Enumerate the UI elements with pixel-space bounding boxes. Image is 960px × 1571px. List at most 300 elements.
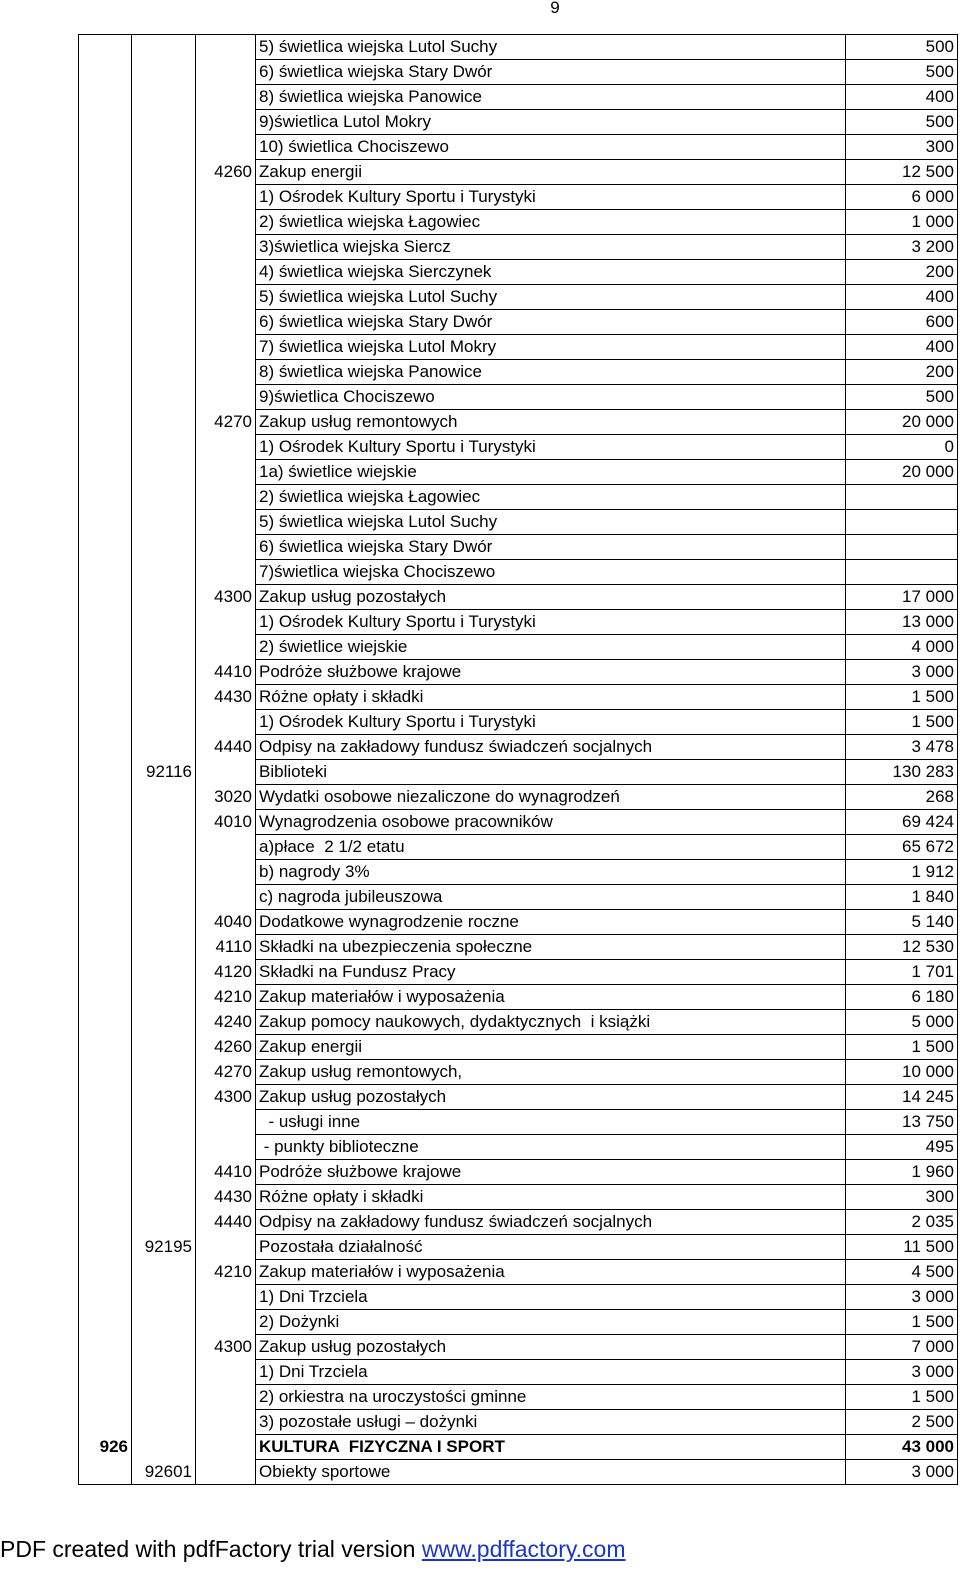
table-row xyxy=(79,1385,958,1410)
amount-cell: 300 xyxy=(846,135,958,160)
rozdzial-cell xyxy=(132,435,196,460)
amount-cell: 1 000 xyxy=(846,210,958,235)
rozdzial-cell xyxy=(132,360,196,385)
dzial-cell xyxy=(79,285,132,310)
rozdzial-cell xyxy=(132,1135,196,1160)
amount-cell: 3 000 xyxy=(846,1360,958,1385)
amount-cell: 17 000 xyxy=(846,585,958,610)
paragraf-cell xyxy=(196,260,256,285)
table-row xyxy=(79,410,958,435)
description-cell: 1) Ośrodek Kultury Sportu i Turystyki xyxy=(256,710,846,735)
dzial-cell xyxy=(79,535,132,560)
rozdzial-cell xyxy=(132,1310,196,1335)
description-cell: 1a) świetlice wiejskie xyxy=(256,460,846,485)
description-cell: Biblioteki xyxy=(256,760,846,785)
dzial-cell xyxy=(79,585,132,610)
description-cell: 6) świetlica wiejska Stary Dwór xyxy=(256,310,846,335)
paragraf-cell xyxy=(196,235,256,260)
description-cell: Zakup usług remontowych, xyxy=(256,1060,846,1085)
rozdzial-cell xyxy=(132,1410,196,1435)
table-row xyxy=(79,385,958,410)
amount-cell: 13 000 xyxy=(846,610,958,635)
paragraf-cell xyxy=(196,85,256,110)
paragraf-cell xyxy=(196,110,256,135)
amount-cell: 11 500 xyxy=(846,1235,958,1260)
description-cell: Zakup usług pozostałych xyxy=(256,1085,846,1110)
table-row xyxy=(79,635,958,660)
dzial-cell xyxy=(79,510,132,535)
rozdzial-cell xyxy=(132,1085,196,1110)
rozdzial-cell xyxy=(132,485,196,510)
dzial-cell xyxy=(79,985,132,1010)
description-cell: 8) świetlica wiejska Panowice xyxy=(256,85,846,110)
description-cell: 1) Ośrodek Kultury Sportu i Turystyki xyxy=(256,435,846,460)
description-cell: 1) Dni Trzciela xyxy=(256,1360,846,1385)
dzial-cell xyxy=(79,1060,132,1085)
amount-cell: 12 530 xyxy=(846,935,958,960)
rozdzial-cell xyxy=(132,460,196,485)
dzial-cell xyxy=(79,485,132,510)
rozdzial-cell xyxy=(132,160,196,185)
description-cell: 2) Dożynki xyxy=(256,1310,846,1335)
rozdzial-cell xyxy=(132,1335,196,1360)
paragraf-cell xyxy=(196,1310,256,1335)
paragraf-cell: 4260 xyxy=(196,1035,256,1060)
rozdzial-cell xyxy=(132,235,196,260)
dzial-cell xyxy=(79,1035,132,1060)
description-cell: 7) świetlica wiejska Lutol Mokry xyxy=(256,335,846,360)
dzial-cell xyxy=(79,160,132,185)
paragraf-cell xyxy=(196,1235,256,1260)
dzial-cell xyxy=(79,110,132,135)
table-row xyxy=(79,135,958,160)
amount-cell: 500 xyxy=(846,35,958,60)
amount-cell: 3 000 xyxy=(846,1285,958,1310)
rozdzial-cell: 92601 xyxy=(132,1460,196,1485)
rozdzial-cell xyxy=(132,1185,196,1210)
dzial-cell xyxy=(79,1110,132,1135)
paragraf-cell xyxy=(196,185,256,210)
rozdzial-cell xyxy=(132,810,196,835)
rozdzial-cell xyxy=(132,710,196,735)
rozdzial-cell xyxy=(132,285,196,310)
dzial-cell xyxy=(79,635,132,660)
dzial-cell xyxy=(79,385,132,410)
rozdzial-cell xyxy=(132,185,196,210)
table-row xyxy=(79,435,958,460)
dzial-cell xyxy=(79,910,132,935)
rozdzial-cell xyxy=(132,1285,196,1310)
amount-cell xyxy=(846,535,958,560)
paragraf-cell: 4300 xyxy=(196,1085,256,1110)
description-cell: KULTURA FIZYCZNA I SPORT xyxy=(256,1435,846,1460)
paragraf-cell xyxy=(196,535,256,560)
description-cell: b) nagrody 3% xyxy=(256,860,846,885)
rozdzial-cell xyxy=(132,35,196,60)
dzial-cell xyxy=(79,735,132,760)
table-row xyxy=(79,210,958,235)
paragraf-cell: 4270 xyxy=(196,410,256,435)
table-row xyxy=(79,960,958,985)
budget-table xyxy=(78,34,958,1485)
amount-cell: 14 245 xyxy=(846,1085,958,1110)
rozdzial-cell xyxy=(132,785,196,810)
amount-cell: 400 xyxy=(846,85,958,110)
paragraf-cell: 4410 xyxy=(196,1160,256,1185)
dzial-cell xyxy=(79,85,132,110)
amount-cell: 5 000 xyxy=(846,1010,958,1035)
dzial-cell xyxy=(79,610,132,635)
paragraf-cell: 4430 xyxy=(196,685,256,710)
dzial-cell xyxy=(79,785,132,810)
amount-cell: 20 000 xyxy=(846,460,958,485)
description-cell: Składki na ubezpieczenia społeczne xyxy=(256,935,846,960)
table-row xyxy=(79,235,958,260)
dzial-cell xyxy=(79,1160,132,1185)
dzial-cell xyxy=(79,60,132,85)
paragraf-cell: 4440 xyxy=(196,1210,256,1235)
pdf-footer xyxy=(0,1536,626,1563)
dzial-cell xyxy=(79,1360,132,1385)
amount-cell: 65 672 xyxy=(846,835,958,860)
dzial-cell xyxy=(79,960,132,985)
dzial-cell xyxy=(79,685,132,710)
dzial-cell xyxy=(79,185,132,210)
dzial-cell xyxy=(79,1385,132,1410)
table-row xyxy=(79,1160,958,1185)
rozdzial-cell xyxy=(132,735,196,760)
paragraf-cell xyxy=(196,635,256,660)
amount-cell: 20 000 xyxy=(846,410,958,435)
amount-cell: 1 500 xyxy=(846,685,958,710)
amount-cell: 1 500 xyxy=(846,1310,958,1335)
paragraf-cell: 4430 xyxy=(196,1185,256,1210)
rozdzial-cell xyxy=(132,910,196,935)
rozdzial-cell xyxy=(132,135,196,160)
amount-cell: 1 500 xyxy=(846,1385,958,1410)
table-row xyxy=(79,1260,958,1285)
amount-cell: 500 xyxy=(846,60,958,85)
paragraf-cell xyxy=(196,1460,256,1485)
amount-cell: 43 000 xyxy=(846,1435,958,1460)
rozdzial-cell xyxy=(132,385,196,410)
table-row xyxy=(79,160,958,185)
description-cell: Zakup usług remontowych xyxy=(256,410,846,435)
dzial-cell xyxy=(79,135,132,160)
amount-cell: 3 200 xyxy=(846,235,958,260)
dzial-cell xyxy=(79,1335,132,1360)
table-row xyxy=(79,510,958,535)
paragraf-cell xyxy=(196,435,256,460)
table-row xyxy=(79,660,958,685)
dzial-cell xyxy=(79,935,132,960)
description-cell: Pozostała działalność xyxy=(256,1235,846,1260)
description-cell: Dodatkowe wynagrodzenie roczne xyxy=(256,910,846,935)
dzial-cell xyxy=(79,885,132,910)
dzial-cell xyxy=(79,435,132,460)
rozdzial-cell xyxy=(132,210,196,235)
rozdzial-cell xyxy=(132,1160,196,1185)
paragraf-cell xyxy=(196,60,256,85)
dzial-cell xyxy=(79,310,132,335)
rozdzial-cell xyxy=(132,985,196,1010)
amount-cell xyxy=(846,510,958,535)
amount-cell: 495 xyxy=(846,1135,958,1160)
dzial-cell: 926 xyxy=(79,1435,132,1460)
table-row xyxy=(79,785,958,810)
description-cell: 1) Dni Trzciela xyxy=(256,1285,846,1310)
amount-cell: 1 840 xyxy=(846,885,958,910)
rozdzial-cell xyxy=(132,685,196,710)
table-row xyxy=(79,1010,958,1035)
paragraf-cell xyxy=(196,285,256,310)
description-cell: - usługi inne xyxy=(256,1110,846,1135)
description-cell: 10) świetlica Chociszewo xyxy=(256,135,846,160)
dzial-cell xyxy=(79,835,132,860)
table-row xyxy=(79,810,958,835)
rozdzial-cell xyxy=(132,835,196,860)
paragraf-cell: 4300 xyxy=(196,585,256,610)
table-row xyxy=(79,360,958,385)
description-cell: Zakup usług pozostałych xyxy=(256,1335,846,1360)
dzial-cell xyxy=(79,760,132,785)
description-cell: 2) świetlica wiejska Łagowiec xyxy=(256,210,846,235)
rozdzial-cell xyxy=(132,585,196,610)
dzial-cell xyxy=(79,235,132,260)
table-row xyxy=(79,1135,958,1160)
dzial-cell xyxy=(79,1410,132,1435)
amount-cell: 200 xyxy=(846,260,958,285)
description-cell: Wydatki osobowe niezaliczone do wynagrodzeń xyxy=(256,785,846,810)
paragraf-cell xyxy=(196,610,256,635)
table-row xyxy=(79,335,958,360)
table-row xyxy=(79,935,958,960)
page-number: 9 xyxy=(550,0,560,17)
paragraf-cell: 4010 xyxy=(196,810,256,835)
paragraf-cell: 4120 xyxy=(196,960,256,985)
rozdzial-cell xyxy=(132,1385,196,1410)
dzial-cell xyxy=(79,1285,132,1310)
amount-cell: 1 912 xyxy=(846,860,958,885)
dzial-cell xyxy=(79,1235,132,1260)
paragraf-cell xyxy=(196,135,256,160)
table-row xyxy=(79,985,958,1010)
rozdzial-cell xyxy=(132,635,196,660)
table-row xyxy=(79,535,958,560)
table-row xyxy=(79,1060,958,1085)
table-row xyxy=(79,735,958,760)
rozdzial-cell xyxy=(132,110,196,135)
paragraf-cell: 4110 xyxy=(196,935,256,960)
description-cell: Zakup materiałów i wyposażenia xyxy=(256,985,846,1010)
table-row xyxy=(79,1410,958,1435)
description-cell: 2) świetlice wiejskie xyxy=(256,635,846,660)
amount-cell: 4 000 xyxy=(846,635,958,660)
paragraf-cell xyxy=(196,760,256,785)
table-body xyxy=(79,35,958,1485)
rozdzial-cell xyxy=(132,1010,196,1035)
amount-cell: 69 424 xyxy=(846,810,958,835)
amount-cell: 200 xyxy=(846,360,958,385)
description-cell: Obiekty sportowe xyxy=(256,1460,846,1485)
amount-cell: 3 000 xyxy=(846,1460,958,1485)
description-cell: Składki na Fundusz Pracy xyxy=(256,960,846,985)
table-row xyxy=(79,1185,958,1210)
table-row xyxy=(79,910,958,935)
amount-cell: 1 500 xyxy=(846,710,958,735)
paragraf-cell xyxy=(196,1410,256,1435)
footer-link[interactable]: www.pdffactory.com xyxy=(421,1536,626,1562)
dzial-cell xyxy=(79,1135,132,1160)
rozdzial-cell xyxy=(132,1110,196,1135)
paragraf-cell: 4260 xyxy=(196,160,256,185)
description-cell: Odpisy na zakładowy fundusz świadczeń socjalnych xyxy=(256,1210,846,1235)
dzial-cell xyxy=(79,710,132,735)
amount-cell: 3 478 xyxy=(846,735,958,760)
dzial-cell xyxy=(79,1260,132,1285)
table-row xyxy=(79,610,958,635)
description-cell: 8) świetlica wiejska Panowice xyxy=(256,360,846,385)
dzial-cell xyxy=(79,1210,132,1235)
dzial-cell xyxy=(79,1085,132,1110)
dzial-cell xyxy=(79,860,132,885)
description-cell: c) nagroda jubileuszowa xyxy=(256,885,846,910)
dzial-cell xyxy=(79,1460,132,1485)
paragraf-cell xyxy=(196,1135,256,1160)
description-cell: Podróże służbowe krajowe xyxy=(256,660,846,685)
amount-cell: 13 750 xyxy=(846,1110,958,1135)
paragraf-cell xyxy=(196,510,256,535)
description-cell: - punkty biblioteczne xyxy=(256,1135,846,1160)
description-cell: 6) świetlica wiejska Stary Dwór xyxy=(256,535,846,560)
paragraf-cell: 4410 xyxy=(196,660,256,685)
description-cell: 4) świetlica wiejska Sierczynek xyxy=(256,260,846,285)
paragraf-cell xyxy=(196,360,256,385)
table-row xyxy=(79,885,958,910)
paragraf-cell xyxy=(196,885,256,910)
dzial-cell xyxy=(79,460,132,485)
amount-cell: 6 000 xyxy=(846,185,958,210)
dzial-cell xyxy=(79,660,132,685)
description-cell: 7)świetlica wiejska Chociszewo xyxy=(256,560,846,585)
paragraf-cell xyxy=(196,335,256,360)
table-row xyxy=(79,1110,958,1135)
paragraf-cell: 4040 xyxy=(196,910,256,935)
table-row xyxy=(79,1210,958,1235)
amount-cell: 300 xyxy=(846,1185,958,1210)
amount-cell: 600 xyxy=(846,310,958,335)
rozdzial-cell: 92116 xyxy=(132,760,196,785)
paragraf-cell: 4440 xyxy=(196,735,256,760)
rozdzial-cell: 92195 xyxy=(132,1235,196,1260)
amount-cell: 2 035 xyxy=(846,1210,958,1235)
paragraf-cell xyxy=(196,310,256,335)
amount-cell: 400 xyxy=(846,285,958,310)
table-row xyxy=(79,110,958,135)
rozdzial-cell xyxy=(132,410,196,435)
amount-cell: 4 500 xyxy=(846,1260,958,1285)
rozdzial-cell xyxy=(132,1435,196,1460)
footer-text: PDF created with pdfFactory trial version xyxy=(0,1536,422,1562)
description-cell: 1) Ośrodek Kultury Sportu i Turystyki xyxy=(256,610,846,635)
paragraf-cell xyxy=(196,460,256,485)
dzial-cell xyxy=(79,210,132,235)
paragraf-cell xyxy=(196,210,256,235)
dzial-cell xyxy=(79,260,132,285)
table-row xyxy=(79,585,958,610)
description-cell: 3)świetlica wiejska Siercz xyxy=(256,235,846,260)
amount-cell: 7 000 xyxy=(846,1335,958,1360)
paragraf-cell: 4240 xyxy=(196,1010,256,1035)
table-row xyxy=(79,85,958,110)
rozdzial-cell xyxy=(132,260,196,285)
amount-cell: 400 xyxy=(846,335,958,360)
table-row xyxy=(79,1335,958,1360)
rozdzial-cell xyxy=(132,1060,196,1085)
amount-cell: 6 180 xyxy=(846,985,958,1010)
paragraf-cell: 4210 xyxy=(196,1260,256,1285)
paragraf-cell xyxy=(196,560,256,585)
dzial-cell xyxy=(79,410,132,435)
paragraf-cell xyxy=(196,385,256,410)
paragraf-cell xyxy=(196,1385,256,1410)
paragraf-cell xyxy=(196,1110,256,1135)
table-row xyxy=(79,1460,958,1485)
table-row xyxy=(79,710,958,735)
dzial-cell xyxy=(79,1010,132,1035)
paragraf-cell xyxy=(196,860,256,885)
paragraf-cell: 4300 xyxy=(196,1335,256,1360)
description-cell: Odpisy na zakładowy fundusz świadczeń socjalnych xyxy=(256,735,846,760)
description-cell: Wynagrodzenia osobowe pracowników xyxy=(256,810,846,835)
dzial-cell xyxy=(79,1185,132,1210)
paragraf-cell xyxy=(196,1285,256,1310)
table-row xyxy=(79,760,958,785)
description-cell: 1) Ośrodek Kultury Sportu i Turystyki xyxy=(256,185,846,210)
table-row xyxy=(79,260,958,285)
paragraf-cell: 4210 xyxy=(196,985,256,1010)
table-row xyxy=(79,860,958,885)
rozdzial-cell xyxy=(132,510,196,535)
amount-cell: 5 140 xyxy=(846,910,958,935)
dzial-cell xyxy=(79,560,132,585)
amount-cell: 1 960 xyxy=(846,1160,958,1185)
table-row xyxy=(79,1085,958,1110)
rozdzial-cell xyxy=(132,335,196,360)
description-cell: Różne opłaty i składki xyxy=(256,685,846,710)
table-row xyxy=(79,560,958,585)
description-cell: 5) świetlica wiejska Lutol Suchy xyxy=(256,35,846,60)
table-row xyxy=(79,1310,958,1335)
table-row xyxy=(79,1285,958,1310)
description-cell: 2) orkiestra na uroczystości gminne xyxy=(256,1385,846,1410)
amount-cell: 10 000 xyxy=(846,1060,958,1085)
amount-cell: 3 000 xyxy=(846,660,958,685)
rozdzial-cell xyxy=(132,1260,196,1285)
description-cell: Podróże służbowe krajowe xyxy=(256,1160,846,1185)
table-row xyxy=(79,310,958,335)
rozdzial-cell xyxy=(132,310,196,335)
rozdzial-cell xyxy=(132,560,196,585)
paragraf-cell xyxy=(196,35,256,60)
description-cell: 5) świetlica wiejska Lutol Suchy xyxy=(256,510,846,535)
amount-cell: 1 500 xyxy=(846,1035,958,1060)
rozdzial-cell xyxy=(132,960,196,985)
rozdzial-cell xyxy=(132,660,196,685)
table-row xyxy=(79,460,958,485)
amount-cell xyxy=(846,560,958,585)
description-cell: 3) pozostałe usługi – dożynki xyxy=(256,1410,846,1435)
